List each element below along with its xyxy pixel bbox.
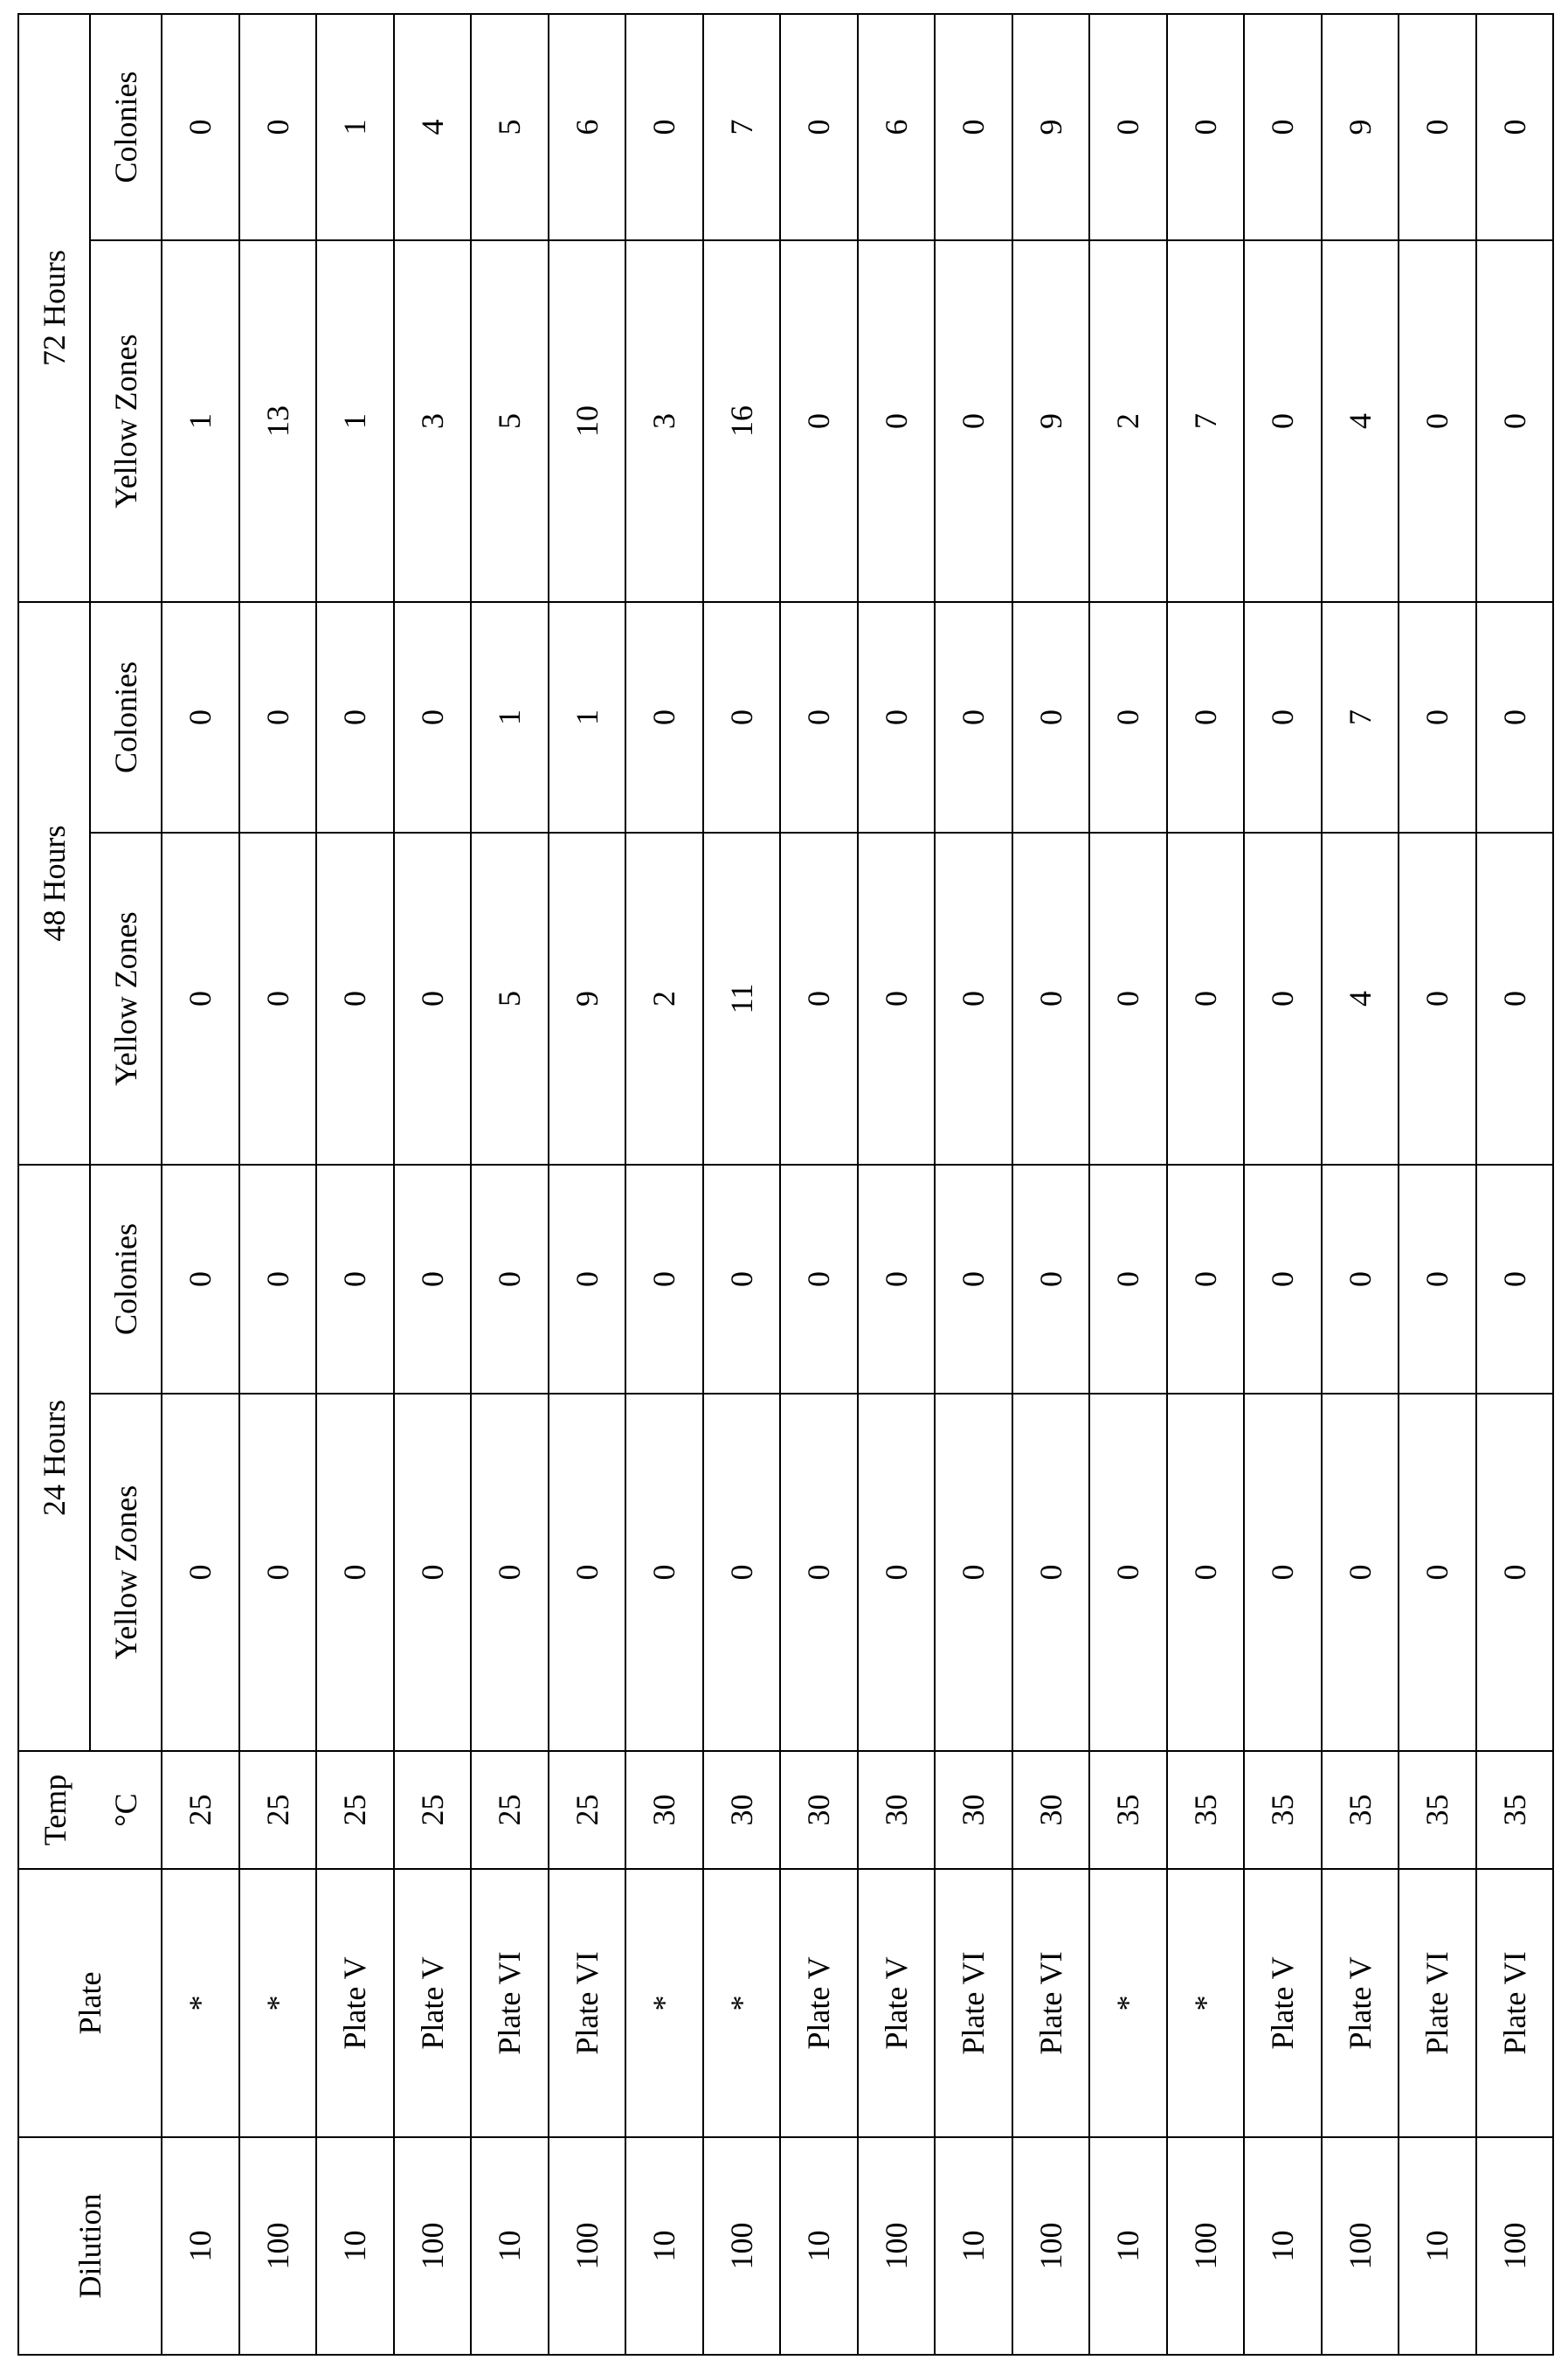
cell-48h-yellow-zones: 4 <box>1322 833 1399 1165</box>
rotated-table-container <box>17 15 1552 2356</box>
table-body <box>162 14 1553 2355</box>
table-row <box>162 14 239 2355</box>
cell-24h-colonies: 0 <box>1167 1165 1245 1394</box>
cell-dilution: 10 <box>1244 2137 1322 2355</box>
table-row <box>1012 14 1090 2355</box>
cell-72h-yellow-zones: 16 <box>703 240 781 602</box>
cell-48h-yellow-zones: 0 <box>1089 833 1167 1165</box>
cell-72h-colonies: 0 <box>780 14 858 240</box>
cell-48h-colonies: 0 <box>1167 602 1245 833</box>
cell-plate: Plate V <box>394 1869 472 2137</box>
cell-temp: 30 <box>1012 1751 1090 1869</box>
cell-24h-yellow-zones: 0 <box>625 1394 703 1751</box>
cell-72h-yellow-zones: 0 <box>1399 240 1476 602</box>
cell-72h-yellow-zones: 5 <box>471 240 549 602</box>
cell-plate: Plate V <box>1322 1869 1399 2137</box>
cell-24h-yellow-zones: 0 <box>1476 1394 1554 1751</box>
table-row <box>549 14 626 2355</box>
cell-plate: Plate V <box>316 1869 394 2137</box>
cell-48h-colonies: 1 <box>471 602 549 833</box>
table-row <box>471 14 549 2355</box>
cell-temp: 35 <box>1476 1751 1554 1869</box>
cell-24h-colonies: 0 <box>1399 1165 1476 1394</box>
cell-temp: 35 <box>1167 1751 1245 1869</box>
cell-dilution: 10 <box>935 2137 1012 2355</box>
table-row <box>1244 14 1322 2355</box>
cell-plate: * <box>162 1869 239 2137</box>
cell-72h-yellow-zones: 1 <box>162 240 239 602</box>
cell-24h-colonies: 0 <box>239 1165 317 1394</box>
cell-24h-yellow-zones: 0 <box>780 1394 858 1751</box>
cell-24h-yellow-zones: 0 <box>703 1394 781 1751</box>
cell-72h-colonies: 0 <box>162 14 239 240</box>
header-48h-yellow-zones: Yellow Zones <box>90 833 162 1165</box>
cell-72h-colonies: 0 <box>1244 14 1322 240</box>
cell-24h-yellow-zones: 0 <box>549 1394 626 1751</box>
cell-48h-colonies: 0 <box>1089 602 1167 833</box>
table-row <box>858 14 936 2355</box>
cell-24h-yellow-zones: 0 <box>162 1394 239 1751</box>
cell-plate: * <box>1167 1869 1245 2137</box>
cell-plate: Plate V <box>1244 1869 1322 2137</box>
cell-dilution: 10 <box>1089 2137 1167 2355</box>
cell-temp: 25 <box>316 1751 394 1869</box>
cell-plate: * <box>1089 1869 1167 2137</box>
cell-plate: * <box>625 1869 703 2137</box>
cell-plate: Plate VI <box>471 1869 549 2137</box>
cell-plate: Plate VI <box>1012 1869 1090 2137</box>
cell-dilution: 100 <box>1012 2137 1090 2355</box>
cell-24h-colonies: 0 <box>1476 1165 1554 1394</box>
cell-dilution: 100 <box>1322 2137 1399 2355</box>
header-plate: Plate <box>18 1869 162 2137</box>
cell-72h-colonies: 0 <box>625 14 703 240</box>
table-row <box>1322 14 1399 2355</box>
table-row <box>1167 14 1245 2355</box>
cell-temp: 35 <box>1322 1751 1399 1869</box>
cell-dilution: 100 <box>858 2137 936 2355</box>
cell-24h-yellow-zones: 0 <box>394 1394 472 1751</box>
cell-48h-yellow-zones: 0 <box>394 833 472 1165</box>
cell-24h-yellow-zones: 0 <box>1167 1394 1245 1751</box>
cell-24h-colonies: 0 <box>316 1165 394 1394</box>
cell-temp: 25 <box>549 1751 626 1869</box>
cell-temp: 35 <box>1089 1751 1167 1869</box>
cell-48h-colonies: 0 <box>858 602 936 833</box>
cell-48h-colonies: 0 <box>780 602 858 833</box>
cell-plate: Plate V <box>780 1869 858 2137</box>
cell-72h-colonies: 0 <box>1399 14 1476 240</box>
header-72h-yellow-zones: Yellow Zones <box>90 240 162 602</box>
cell-72h-colonies: 0 <box>1089 14 1167 240</box>
cell-plate: Plate VI <box>549 1869 626 2137</box>
cell-72h-yellow-zones: 4 <box>1322 240 1399 602</box>
cell-dilution: 10 <box>1399 2137 1476 2355</box>
cell-72h-colonies: 4 <box>394 14 472 240</box>
header-temp: Temp <box>18 1751 90 1869</box>
header-24h-yellow-zones: Yellow Zones <box>90 1394 162 1751</box>
cell-24h-colonies: 0 <box>858 1165 936 1394</box>
cell-temp: 30 <box>935 1751 1012 1869</box>
cell-temp: 35 <box>1244 1751 1322 1869</box>
cell-72h-yellow-zones: 13 <box>239 240 317 602</box>
cell-24h-colonies: 0 <box>1089 1165 1167 1394</box>
cell-72h-colonies: 0 <box>239 14 317 240</box>
header-24-hours: 24 Hours <box>18 1165 90 1751</box>
header-72-hours: 72 Hours <box>18 14 90 602</box>
cell-72h-yellow-zones: 0 <box>1244 240 1322 602</box>
cell-plate: Plate VI <box>1476 1869 1554 2137</box>
cell-72h-yellow-zones: 10 <box>549 240 626 602</box>
cell-dilution: 100 <box>394 2137 472 2355</box>
cell-plate: * <box>239 1869 317 2137</box>
cell-24h-colonies: 0 <box>394 1165 472 1394</box>
cell-48h-yellow-zones: 0 <box>162 833 239 1165</box>
cell-72h-colonies: 1 <box>316 14 394 240</box>
cell-72h-colonies: 0 <box>1476 14 1554 240</box>
cell-48h-colonies: 0 <box>703 602 781 833</box>
cell-48h-colonies: 0 <box>239 602 317 833</box>
table-row <box>239 14 317 2355</box>
cell-48h-yellow-zones: 0 <box>935 833 1012 1165</box>
cell-plate: * <box>703 1869 781 2137</box>
cell-72h-yellow-zones: 0 <box>935 240 1012 602</box>
table-row <box>394 14 472 2355</box>
cell-dilution: 10 <box>316 2137 394 2355</box>
cell-24h-yellow-zones: 0 <box>935 1394 1012 1751</box>
header-72h-colonies: Colonies <box>90 14 162 240</box>
header-temp-unit: °C <box>90 1751 162 1869</box>
cell-48h-colonies: 0 <box>1476 602 1554 833</box>
cell-72h-yellow-zones: 3 <box>625 240 703 602</box>
cell-72h-colonies: 9 <box>1012 14 1090 240</box>
cell-plate: Plate VI <box>1399 1869 1476 2137</box>
cell-dilution: 10 <box>625 2137 703 2355</box>
cell-24h-colonies: 0 <box>625 1165 703 1394</box>
table-row <box>316 14 394 2355</box>
header-48-hours: 48 Hours <box>18 602 90 1165</box>
cell-72h-yellow-zones: 3 <box>394 240 472 602</box>
cell-24h-colonies: 0 <box>471 1165 549 1394</box>
cell-24h-colonies: 0 <box>1244 1165 1322 1394</box>
cell-plate: Plate VI <box>935 1869 1012 2137</box>
cell-24h-yellow-zones: 0 <box>316 1394 394 1751</box>
cell-24h-yellow-zones: 0 <box>858 1394 936 1751</box>
cell-72h-yellow-zones: 0 <box>780 240 858 602</box>
cell-24h-colonies: 0 <box>162 1165 239 1394</box>
results-table <box>17 13 1554 2356</box>
cell-48h-yellow-zones: 9 <box>549 833 626 1165</box>
cell-dilution: 100 <box>1167 2137 1245 2355</box>
cell-48h-colonies: 0 <box>1012 602 1090 833</box>
cell-dilution: 100 <box>239 2137 317 2355</box>
cell-48h-yellow-zones: 11 <box>703 833 781 1165</box>
cell-24h-yellow-zones: 0 <box>1322 1394 1399 1751</box>
cell-dilution: 10 <box>162 2137 239 2355</box>
cell-plate: Plate V <box>858 1869 936 2137</box>
header-48h-colonies: Colonies <box>90 602 162 833</box>
cell-72h-colonies: 6 <box>549 14 626 240</box>
cell-dilution: 100 <box>1476 2137 1554 2355</box>
cell-48h-yellow-zones: 0 <box>1244 833 1322 1165</box>
cell-48h-yellow-zones: 0 <box>780 833 858 1165</box>
cell-48h-yellow-zones: 0 <box>1399 833 1476 1165</box>
cell-dilution: 10 <box>780 2137 858 2355</box>
cell-48h-yellow-zones: 5 <box>471 833 549 1165</box>
cell-48h-yellow-zones: 2 <box>625 833 703 1165</box>
cell-24h-yellow-zones: 0 <box>239 1394 317 1751</box>
cell-48h-colonies: 0 <box>394 602 472 833</box>
cell-48h-colonies: 0 <box>1399 602 1476 833</box>
cell-24h-yellow-zones: 0 <box>471 1394 549 1751</box>
cell-temp: 30 <box>703 1751 781 1869</box>
cell-24h-yellow-zones: 0 <box>1089 1394 1167 1751</box>
cell-24h-colonies: 0 <box>703 1165 781 1394</box>
cell-dilution: 100 <box>549 2137 626 2355</box>
cell-temp: 25 <box>239 1751 317 1869</box>
cell-24h-yellow-zones: 0 <box>1244 1394 1322 1751</box>
cell-72h-colonies: 0 <box>935 14 1012 240</box>
cell-dilution: 10 <box>471 2137 549 2355</box>
cell-48h-yellow-zones: 0 <box>316 833 394 1165</box>
cell-72h-colonies: 6 <box>858 14 936 240</box>
cell-24h-colonies: 0 <box>780 1165 858 1394</box>
cell-temp: 30 <box>858 1751 936 1869</box>
cell-72h-yellow-zones: 7 <box>1167 240 1245 602</box>
cell-72h-yellow-zones: 9 <box>1012 240 1090 602</box>
cell-24h-colonies: 0 <box>1322 1165 1399 1394</box>
cell-72h-yellow-zones: 1 <box>316 240 394 602</box>
cell-48h-yellow-zones: 0 <box>1167 833 1245 1165</box>
table-row <box>703 14 781 2355</box>
table-row <box>1089 14 1167 2355</box>
cell-temp: 25 <box>394 1751 472 1869</box>
cell-temp: 30 <box>780 1751 858 1869</box>
cell-72h-colonies: 5 <box>471 14 549 240</box>
cell-temp: 25 <box>471 1751 549 1869</box>
cell-72h-colonies: 7 <box>703 14 781 240</box>
cell-72h-colonies: 0 <box>1167 14 1245 240</box>
cell-48h-colonies: 0 <box>162 602 239 833</box>
cell-24h-colonies: 0 <box>549 1165 626 1394</box>
table-row <box>625 14 703 2355</box>
cell-48h-colonies: 0 <box>316 602 394 833</box>
cell-48h-yellow-zones: 0 <box>1476 833 1554 1165</box>
cell-temp: 30 <box>625 1751 703 1869</box>
cell-72h-colonies: 9 <box>1322 14 1399 240</box>
cell-72h-yellow-zones: 0 <box>858 240 936 602</box>
table-row <box>1399 14 1476 2355</box>
cell-48h-yellow-zones: 0 <box>239 833 317 1165</box>
cell-24h-yellow-zones: 0 <box>1399 1394 1476 1751</box>
header-24h-colonies: Colonies <box>90 1165 162 1394</box>
cell-24h-colonies: 0 <box>1012 1165 1090 1394</box>
cell-48h-colonies: 0 <box>935 602 1012 833</box>
cell-72h-yellow-zones: 0 <box>1476 240 1554 602</box>
table-row <box>780 14 858 2355</box>
cell-24h-yellow-zones: 0 <box>1012 1394 1090 1751</box>
cell-72h-yellow-zones: 2 <box>1089 240 1167 602</box>
table-row <box>1476 14 1554 2355</box>
cell-48h-colonies: 1 <box>549 602 626 833</box>
cell-48h-colonies: 7 <box>1322 602 1399 833</box>
header-dilution: Dilution <box>18 2137 162 2355</box>
cell-48h-yellow-zones: 0 <box>1012 833 1090 1165</box>
cell-temp: 35 <box>1399 1751 1476 1869</box>
cell-24h-colonies: 0 <box>935 1165 1012 1394</box>
table-row <box>935 14 1012 2355</box>
cell-dilution: 100 <box>703 2137 781 2355</box>
cell-48h-yellow-zones: 0 <box>858 833 936 1165</box>
cell-48h-colonies: 0 <box>1244 602 1322 833</box>
cell-48h-colonies: 0 <box>625 602 703 833</box>
cell-temp: 25 <box>162 1751 239 1869</box>
